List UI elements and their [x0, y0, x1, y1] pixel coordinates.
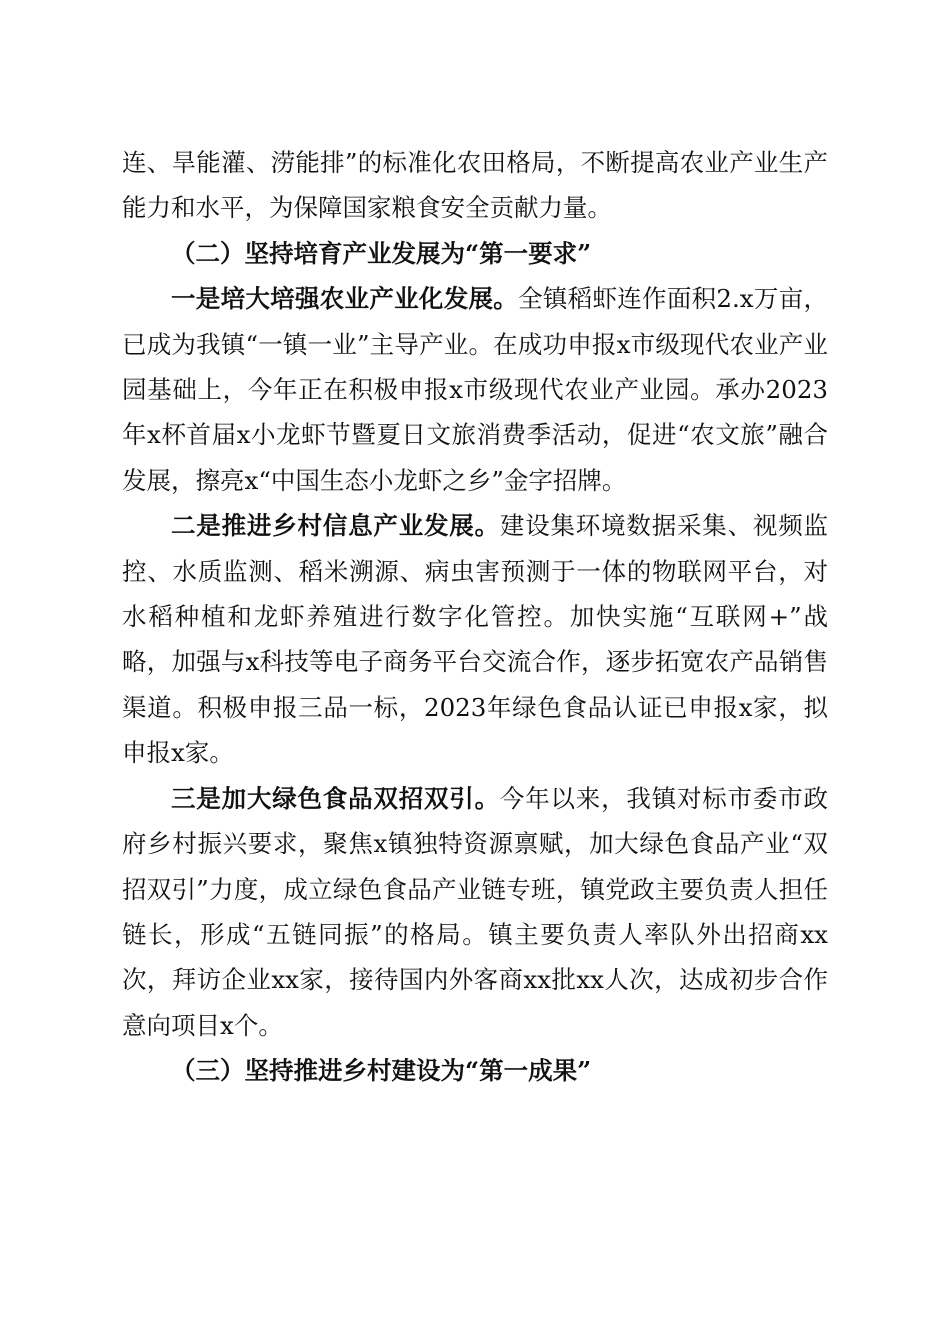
paragraph-body: 今年以来，我镇对标市委市政府乡村振兴要求，聚焦x镇独特资源禀赋，加大绿色食品产业“双招双引”力度，成立绿色食品产业链专班，镇党政主要负责人担任链长，形成“五链同振”的格局。镇主要负责人率队外出招商xx次，拜访企业xx家，接待国内外客商xx批xx人次，达成初步合作意向项目x个。	[122, 783, 829, 1040]
section-heading-three: （三）坚持推进乡村建设为“第一成果”	[171, 1056, 592, 1086]
paragraph-item-1	[122, 276, 828, 503]
paragraph-item-3	[122, 776, 828, 1048]
section-heading-two: （二）坚持培育产业发展为“第一要求”	[171, 238, 592, 268]
paragraph-item-2	[122, 503, 828, 775]
paragraph-lead: 二是推进乡村信息产业发展。	[171, 511, 500, 541]
paragraph-body: 全镇稻虾连作面积2.x万亩，已成为我镇“一镇一业”主导产业。在成功申报x市级现代农业产业园基础上，今年正在积极申报x市级现代农业产业园。承办2023年x杯首届x小龙虾节暨夏日文旅消费季活动，促进“农文旅”融合发展，擦亮x“中国生态小龙虾之乡”金字招牌。	[122, 284, 828, 495]
continuation-paragraph: 连、旱能灌、涝能排”的标准化农田格局，不断提高农业产业生产能力和水平，为保障国家粮食安全贡献力量。	[122, 148, 828, 223]
paragraph-body: 建设集环境数据采集、视频监控、水质监测、稻米溯源、病虫害预测于一体的物联网平台，对水稻种植和龙虾养殖进行数字化管控。加快实施“互联网+”战略，加强与x科技等电子商务平台交流合作，逐步拓宽农产品销售渠道。积极申报三品一标，2023年绿色食品认证已申报x家，拟申报x家。	[122, 511, 829, 768]
paragraph-lead: 一是培大培强农业产业化发展。	[171, 284, 519, 314]
paragraph-lead: 三是加大绿色食品双招双引。	[171, 783, 500, 813]
document-body	[122, 140, 828, 1094]
